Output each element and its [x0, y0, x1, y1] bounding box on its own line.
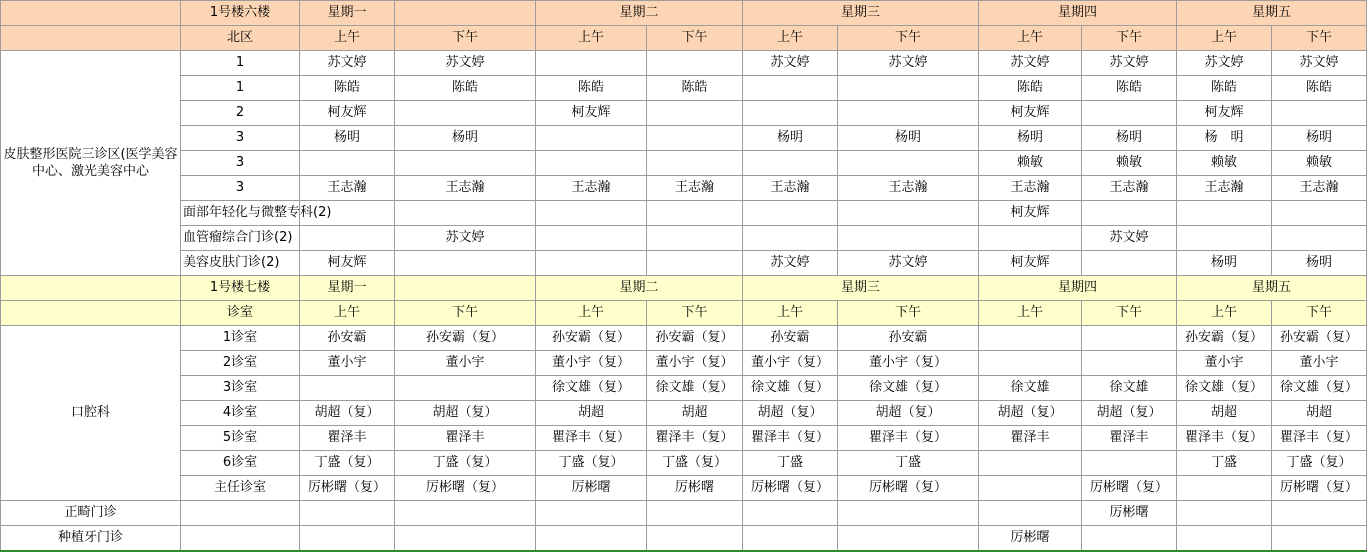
pm-label[interactable]: 下午: [1272, 301, 1367, 326]
skin-row: [1, 101, 1367, 126]
doctor-cell[interactable]: 孙安霸（复）: [536, 326, 647, 351]
doctor-cell[interactable]: 赖敏: [1272, 151, 1367, 176]
clinic-label-implant[interactable]: 种植牙门诊: [1, 526, 181, 552]
am-label[interactable]: 上午: [979, 26, 1082, 51]
area-label[interactable]: 北区: [181, 26, 300, 51]
doctor-cell[interactable]: [536, 226, 647, 251]
room-cell[interactable]: 2诊室: [181, 351, 300, 376]
doctor-cell[interactable]: 孙安霸（复）: [1272, 326, 1367, 351]
doctor-cell[interactable]: [1082, 326, 1177, 351]
doctor-cell[interactable]: [647, 101, 743, 126]
doctor-cell[interactable]: 陈皓: [1272, 76, 1367, 101]
doctor-cell[interactable]: [647, 151, 743, 176]
doctor-cell[interactable]: 丁盛: [1177, 451, 1272, 476]
doctor-cell[interactable]: 柯友辉: [300, 101, 395, 126]
doctor-cell[interactable]: [743, 501, 838, 526]
doctor-cell[interactable]: 孙安霸: [743, 326, 838, 351]
doctor-cell[interactable]: 苏文婷: [979, 51, 1082, 76]
header-corner-2[interactable]: [1, 26, 181, 51]
room-cell-blank[interactable]: [181, 526, 300, 552]
doctor-cell[interactable]: [1272, 101, 1367, 126]
header-corner[interactable]: [1, 1, 181, 26]
dental-row: [1, 401, 1367, 426]
doctor-cell[interactable]: 董小宇: [395, 351, 536, 376]
clinic-label-ortho[interactable]: 正畸门诊: [1, 501, 181, 526]
doctor-cell[interactable]: 陈皓: [979, 76, 1082, 101]
pm-label[interactable]: 下午: [838, 301, 979, 326]
skin-row: [1, 151, 1367, 176]
doctor-cell[interactable]: [300, 226, 395, 251]
skin-row: [1, 176, 1367, 201]
room-cell[interactable]: 1: [181, 76, 300, 101]
header-corner-4[interactable]: [1, 301, 181, 326]
skin-row: [1, 126, 1367, 151]
doctor-cell[interactable]: 瞿泽丰: [979, 426, 1082, 451]
ortho-row: [1, 501, 1367, 526]
department-skin[interactable]: 皮肤整形医院三诊区(医学美容中心、激光美容中心: [1, 51, 181, 276]
room-cell[interactable]: 1诊室: [181, 326, 300, 351]
day-monday-pm-blank[interactable]: [395, 276, 536, 301]
doctor-cell[interactable]: 胡超（复）: [1082, 401, 1177, 426]
doctor-cell[interactable]: 胡超: [1272, 401, 1367, 426]
skin-row: [1, 226, 1367, 251]
header-row-7f: [1, 276, 1367, 301]
doctor-cell[interactable]: [1177, 501, 1272, 526]
header-row-ampm: [1, 26, 1367, 51]
dental-row: [1, 326, 1367, 351]
doctor-cell[interactable]: 胡超（复）: [979, 401, 1082, 426]
skin-row: [1, 201, 1367, 226]
doctor-cell[interactable]: 苏文婷: [1082, 51, 1177, 76]
room-cell[interactable]: 2: [181, 101, 300, 126]
doctor-cell[interactable]: 董小宇（复）: [536, 351, 647, 376]
doctor-cell[interactable]: 孙安霸（复）: [395, 326, 536, 351]
doctor-cell[interactable]: 厉彬曙（复）: [395, 476, 536, 501]
doctor-cell[interactable]: [838, 201, 979, 226]
doctor-cell[interactable]: [300, 376, 395, 401]
doctor-cell[interactable]: 柯友辉: [979, 201, 1082, 226]
doctor-cell[interactable]: [743, 76, 838, 101]
doctor-cell[interactable]: [395, 151, 536, 176]
doctor-cell[interactable]: [979, 501, 1082, 526]
doctor-cell[interactable]: 苏文婷: [838, 251, 979, 276]
room-label[interactable]: 诊室: [181, 301, 300, 326]
doctor-cell[interactable]: [838, 501, 979, 526]
doctor-cell[interactable]: 董小宇: [300, 351, 395, 376]
dental-row: [1, 476, 1367, 501]
doctor-cell[interactable]: 王志瀚: [1272, 176, 1367, 201]
doctor-cell[interactable]: 杨明: [1082, 126, 1177, 151]
doctor-cell[interactable]: [647, 126, 743, 151]
doctor-cell[interactable]: [1082, 201, 1177, 226]
room-cell-blank[interactable]: [181, 501, 300, 526]
doctor-cell[interactable]: [1272, 526, 1367, 552]
doctor-cell[interactable]: 王志瀚: [647, 176, 743, 201]
skin-row: [1, 251, 1367, 276]
doctor-cell[interactable]: 苏文婷: [743, 251, 838, 276]
doctor-cell[interactable]: [536, 151, 647, 176]
doctor-cell[interactable]: [1177, 226, 1272, 251]
doctor-cell[interactable]: 厉彬曙: [1082, 501, 1177, 526]
doctor-cell[interactable]: 徐文雄: [979, 376, 1082, 401]
doctor-cell[interactable]: [300, 501, 395, 526]
am-label[interactable]: 上午: [1177, 26, 1272, 51]
doctor-cell[interactable]: [647, 51, 743, 76]
doctor-cell[interactable]: 瞿泽丰: [395, 426, 536, 451]
doctor-cell[interactable]: 厉彬曙（复）: [1272, 476, 1367, 501]
doctor-cell[interactable]: 厉彬曙（复）: [1082, 476, 1177, 501]
doctor-cell[interactable]: [536, 201, 647, 226]
building-label[interactable]: 1号楼六楼: [181, 1, 300, 26]
doctor-cell[interactable]: 丁盛（复）: [1272, 451, 1367, 476]
doctor-cell[interactable]: 丁盛（复）: [647, 451, 743, 476]
doctor-cell[interactable]: [1082, 351, 1177, 376]
dental-row: [1, 451, 1367, 476]
day-monday[interactable]: 星期一: [300, 1, 395, 26]
doctor-cell[interactable]: 陈皓: [300, 76, 395, 101]
doctor-cell[interactable]: 厉彬曙（复）: [743, 476, 838, 501]
header-corner-3[interactable]: [1, 276, 181, 301]
doctor-cell[interactable]: 徐文雄（复）: [838, 376, 979, 401]
doctor-cell[interactable]: 丁盛: [838, 451, 979, 476]
doctor-cell[interactable]: [647, 526, 743, 552]
am-label[interactable]: 上午: [743, 301, 838, 326]
doctor-cell[interactable]: [647, 201, 743, 226]
schedule-body: [1, 1, 1367, 552]
doctor-cell[interactable]: 胡超（复）: [395, 401, 536, 426]
am-label[interactable]: 上午: [536, 26, 647, 51]
room-cell[interactable]: 主任诊室: [181, 476, 300, 501]
header-row-ampm-7f: [1, 301, 1367, 326]
doctor-cell[interactable]: 苏文婷: [1082, 226, 1177, 251]
am-label[interactable]: 上午: [979, 301, 1082, 326]
doctor-cell[interactable]: 瞿泽丰（复）: [1177, 426, 1272, 451]
doctor-cell[interactable]: [979, 226, 1082, 251]
doctor-cell[interactable]: 董小宇（复）: [838, 351, 979, 376]
doctor-cell[interactable]: 王志瀚: [979, 176, 1082, 201]
department-dental[interactable]: 口腔科: [1, 326, 181, 501]
doctor-cell[interactable]: 柯友辉: [979, 251, 1082, 276]
doctor-cell[interactable]: 董小宇: [1177, 351, 1272, 376]
am-label[interactable]: 上午: [743, 26, 838, 51]
room-cell[interactable]: 3: [181, 151, 300, 176]
room-cell[interactable]: 血管瘤综合门诊(2): [181, 226, 300, 251]
doctor-cell[interactable]: 瞿泽丰（复）: [743, 426, 838, 451]
doctor-cell[interactable]: [979, 451, 1082, 476]
doctor-cell[interactable]: 厉彬曙: [647, 476, 743, 501]
room-cell[interactable]: 1: [181, 51, 300, 76]
doctor-cell[interactable]: [395, 251, 536, 276]
doctor-cell[interactable]: 丁盛: [743, 451, 838, 476]
doctor-cell[interactable]: 王志瀚: [395, 176, 536, 201]
doctor-cell[interactable]: 胡超: [536, 401, 647, 426]
doctor-cell[interactable]: 苏文婷: [395, 51, 536, 76]
doctor-cell[interactable]: [1272, 501, 1367, 526]
doctor-cell[interactable]: 杨明: [743, 126, 838, 151]
dental-row: [1, 426, 1367, 451]
day-friday[interactable]: 星期五: [1177, 276, 1367, 301]
pm-label[interactable]: 下午: [838, 26, 979, 51]
doctor-cell[interactable]: [1177, 476, 1272, 501]
doctor-cell[interactable]: 陈皓: [647, 76, 743, 101]
doctor-cell[interactable]: 瞿泽丰（复）: [838, 426, 979, 451]
doctor-cell[interactable]: 柯友辉: [979, 101, 1082, 126]
doctor-cell[interactable]: 孙安霸（复）: [647, 326, 743, 351]
doctor-cell[interactable]: [300, 526, 395, 552]
doctor-cell[interactable]: 王志瀚: [1177, 176, 1272, 201]
doctor-cell[interactable]: 厉彬曙: [979, 526, 1082, 552]
doctor-cell[interactable]: 胡超（复）: [838, 401, 979, 426]
doctor-cell[interactable]: 杨明: [1272, 126, 1367, 151]
doctor-cell[interactable]: [979, 351, 1082, 376]
doctor-cell[interactable]: [395, 101, 536, 126]
doctor-cell[interactable]: [300, 151, 395, 176]
doctor-cell[interactable]: 丁盛（复）: [300, 451, 395, 476]
pm-label[interactable]: 下午: [1272, 26, 1367, 51]
doctor-cell[interactable]: 瞿泽丰（复）: [1272, 426, 1367, 451]
room-cell[interactable]: 3: [181, 176, 300, 201]
doctor-cell[interactable]: 丁盛（复）: [395, 451, 536, 476]
doctor-cell[interactable]: [743, 151, 838, 176]
doctor-cell[interactable]: [1272, 226, 1367, 251]
doctor-cell[interactable]: [647, 226, 743, 251]
doctor-cell[interactable]: 陈皓: [395, 76, 536, 101]
doctor-cell[interactable]: 王志瀚: [300, 176, 395, 201]
doctor-cell[interactable]: [743, 526, 838, 552]
doctor-cell[interactable]: [395, 501, 536, 526]
doctor-cell[interactable]: [395, 201, 536, 226]
doctor-cell[interactable]: 赖敏: [1177, 151, 1272, 176]
doctor-cell[interactable]: 徐文雄（复）: [647, 376, 743, 401]
doctor-cell[interactable]: 瞿泽丰（复）: [647, 426, 743, 451]
header-row-6f: [1, 1, 1367, 26]
doctor-cell[interactable]: 王志瀚: [743, 176, 838, 201]
doctor-cell[interactable]: 柯友辉: [300, 251, 395, 276]
room-cell[interactable]: 4诊室: [181, 401, 300, 426]
doctor-cell[interactable]: 杨明: [395, 126, 536, 151]
doctor-cell[interactable]: 陈皓: [1177, 76, 1272, 101]
doctor-cell[interactable]: 苏文婷: [743, 51, 838, 76]
skin-row: [1, 76, 1367, 101]
day-monday-pm-blank[interactable]: [395, 1, 536, 26]
room-cell[interactable]: 美容皮肤门诊(2): [181, 251, 300, 276]
day-wednesday[interactable]: 星期三: [743, 1, 979, 26]
room-cell[interactable]: 5诊室: [181, 426, 300, 451]
room-cell[interactable]: 6诊室: [181, 451, 300, 476]
doctor-cell[interactable]: 苏文婷: [1177, 51, 1272, 76]
am-label[interactable]: 上午: [1177, 301, 1272, 326]
day-thursday[interactable]: 星期四: [979, 276, 1177, 301]
doctor-cell[interactable]: 徐文雄（复）: [1272, 376, 1367, 401]
doctor-cell[interactable]: 孙安霸: [300, 326, 395, 351]
doctor-cell[interactable]: 徐文雄: [1082, 376, 1177, 401]
doctor-cell[interactable]: [1082, 101, 1177, 126]
doctor-cell[interactable]: 胡超: [647, 401, 743, 426]
doctor-cell[interactable]: [743, 201, 838, 226]
room-cell[interactable]: 面部年轻化与微整专科(2): [181, 201, 300, 226]
doctor-cell[interactable]: 赖敏: [1082, 151, 1177, 176]
doctor-cell[interactable]: 柯友辉: [536, 101, 647, 126]
doctor-cell[interactable]: 董小宇（复）: [647, 351, 743, 376]
doctor-cell[interactable]: 瞿泽丰（复）: [536, 426, 647, 451]
doctor-cell[interactable]: [1272, 201, 1367, 226]
doctor-cell[interactable]: 杨明: [1272, 251, 1367, 276]
doctor-cell[interactable]: 杨明: [838, 126, 979, 151]
doctor-cell[interactable]: 苏文婷: [395, 226, 536, 251]
doctor-cell[interactable]: 丁盛（复）: [536, 451, 647, 476]
doctor-cell[interactable]: 苏文婷: [300, 51, 395, 76]
doctor-cell[interactable]: [1177, 526, 1272, 552]
doctor-cell[interactable]: 赖敏: [979, 151, 1082, 176]
doctor-cell[interactable]: 孙安霸（复）: [1177, 326, 1272, 351]
pm-label[interactable]: 下午: [647, 26, 743, 51]
pm-label[interactable]: 下午: [395, 26, 536, 51]
doctor-cell[interactable]: 徐文雄（复）: [536, 376, 647, 401]
doctor-cell[interactable]: 苏文婷: [1272, 51, 1367, 76]
am-label[interactable]: 上午: [300, 301, 395, 326]
day-wednesday[interactable]: 星期三: [743, 276, 979, 301]
doctor-cell[interactable]: [536, 51, 647, 76]
doctor-cell[interactable]: [647, 501, 743, 526]
doctor-cell[interactable]: 柯友辉: [1177, 101, 1272, 126]
doctor-cell[interactable]: [1177, 201, 1272, 226]
doctor-cell[interactable]: 董小宇（复）: [743, 351, 838, 376]
doctor-cell[interactable]: [838, 151, 979, 176]
doctor-cell[interactable]: [536, 126, 647, 151]
implant-row: [1, 526, 1367, 552]
skin-row: [1, 51, 1367, 76]
doctor-cell[interactable]: 陈皓: [1082, 76, 1177, 101]
doctor-cell[interactable]: 孙安霸: [838, 326, 979, 351]
dental-row: [1, 376, 1367, 401]
doctor-cell[interactable]: [395, 526, 536, 552]
doctor-cell[interactable]: [536, 251, 647, 276]
doctor-cell[interactable]: 陈皓: [536, 76, 647, 101]
doctor-cell[interactable]: [979, 476, 1082, 501]
doctor-cell[interactable]: 厉彬曙（复）: [300, 476, 395, 501]
doctor-cell[interactable]: 胡超（复）: [300, 401, 395, 426]
doctor-cell[interactable]: [1082, 526, 1177, 552]
doctor-cell[interactable]: 徐文雄（复）: [743, 376, 838, 401]
doctor-cell[interactable]: [838, 226, 979, 251]
doctor-cell[interactable]: 杨明: [300, 126, 395, 151]
doctor-cell[interactable]: [743, 101, 838, 126]
doctor-cell[interactable]: 杨 明: [1177, 126, 1272, 151]
doctor-cell[interactable]: [1082, 451, 1177, 476]
pm-label[interactable]: 下午: [1082, 26, 1177, 51]
room-cell[interactable]: 3诊室: [181, 376, 300, 401]
doctor-cell[interactable]: 董小宇: [1272, 351, 1367, 376]
doctor-cell[interactable]: [395, 376, 536, 401]
doctor-cell[interactable]: [979, 326, 1082, 351]
doctor-cell[interactable]: [1082, 251, 1177, 276]
am-label[interactable]: 上午: [300, 26, 395, 51]
doctor-cell[interactable]: 胡超: [1177, 401, 1272, 426]
doctor-cell[interactable]: 徐文雄（复）: [1177, 376, 1272, 401]
pm-label[interactable]: 下午: [1082, 301, 1177, 326]
pm-label[interactable]: 下午: [647, 301, 743, 326]
doctor-cell[interactable]: [536, 526, 647, 552]
doctor-cell[interactable]: [647, 251, 743, 276]
doctor-cell[interactable]: 厉彬曙（复）: [838, 476, 979, 501]
day-tuesday[interactable]: 星期二: [536, 1, 743, 26]
room-cell[interactable]: 3: [181, 126, 300, 151]
doctor-cell[interactable]: 杨明: [1177, 251, 1272, 276]
day-monday[interactable]: 星期一: [300, 276, 395, 301]
doctor-cell[interactable]: [838, 526, 979, 552]
building-label-7f[interactable]: 1号楼七楼: [181, 276, 300, 301]
pm-label[interactable]: 下午: [395, 301, 536, 326]
am-label[interactable]: 上午: [536, 301, 647, 326]
doctor-cell[interactable]: [838, 101, 979, 126]
doctor-cell[interactable]: [838, 76, 979, 101]
day-friday[interactable]: 星期五: [1177, 1, 1367, 26]
dental-row: [1, 351, 1367, 376]
doctor-cell[interactable]: 胡超（复）: [743, 401, 838, 426]
doctor-cell[interactable]: 瞿泽丰: [1082, 426, 1177, 451]
doctor-cell[interactable]: 瞿泽丰: [300, 426, 395, 451]
doctor-cell[interactable]: 厉彬曙: [536, 476, 647, 501]
doctor-cell[interactable]: 王志瀚: [1082, 176, 1177, 201]
day-tuesday[interactable]: 星期二: [536, 276, 743, 301]
day-thursday[interactable]: 星期四: [979, 1, 1177, 26]
doctor-cell[interactable]: 杨明: [979, 126, 1082, 151]
doctor-cell[interactable]: [743, 226, 838, 251]
doctor-cell[interactable]: 王志瀚: [536, 176, 647, 201]
doctor-cell[interactable]: 苏文婷: [838, 51, 979, 76]
doctor-cell[interactable]: [536, 501, 647, 526]
doctor-cell[interactable]: 王志瀚: [838, 176, 979, 201]
